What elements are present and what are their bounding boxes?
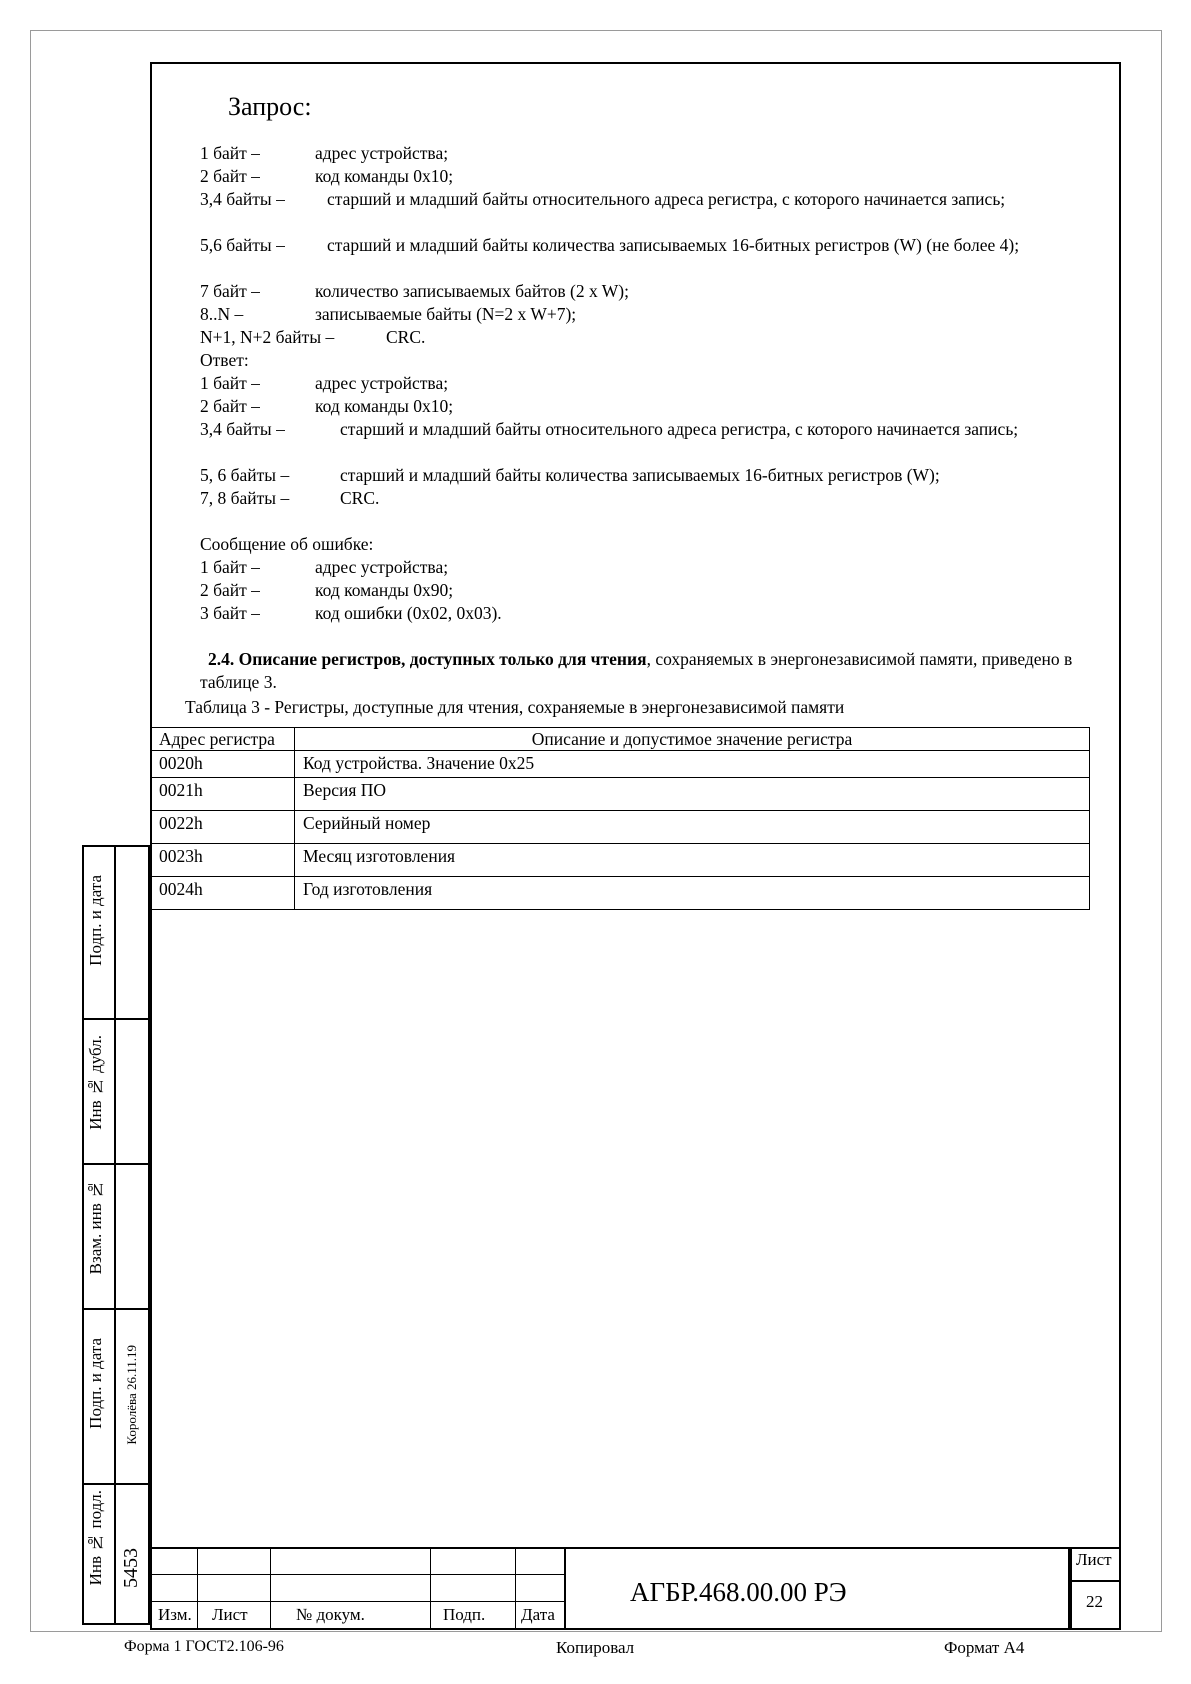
table-cell-address: 0024h xyxy=(151,877,295,910)
sheet-number: 22 xyxy=(1086,1592,1103,1611)
side-label-dup-inv: Инв № дубл. xyxy=(86,1035,105,1130)
section-2-4-heading: 2.4. Описание регистров, доступных только для чтения xyxy=(208,649,647,669)
request-text-6: записываемые байты (N=2 x W+7); xyxy=(315,304,577,324)
error-title: Сообщение об ошибке: xyxy=(200,534,374,554)
request-text-2: код команды 0x10; xyxy=(315,166,454,186)
table-cell-address: 0022h xyxy=(151,811,295,844)
request-text-3: старший и младший байты относительного адреса регистра, с которого начинается запись; xyxy=(327,189,1006,209)
response-label-3: 3,4 байты – xyxy=(200,419,285,439)
title-block-col-line xyxy=(270,1547,271,1630)
error-text-2: код команды 0x90; xyxy=(315,580,454,600)
side-label-sign-date-2: Подп. и дата xyxy=(86,1338,105,1429)
table-row xyxy=(151,844,1090,877)
signature-text: Королёва 26.11.19 xyxy=(124,1345,139,1445)
request-text-5: количество записываемых байтов (2 x W); xyxy=(315,281,629,301)
stamp-col-date: Дата xyxy=(521,1605,555,1624)
side-label-original-inv: Инв № подл. xyxy=(86,1490,105,1586)
table-row xyxy=(151,811,1090,844)
request-label-7: N+1, N+2 байты – xyxy=(200,327,335,347)
table-cell-description: Код устройства. Значение 0x25 xyxy=(295,751,1090,778)
table-cell-address: 0023h xyxy=(151,844,295,877)
table-cell-description: Серийный номер xyxy=(295,811,1090,844)
request-label-1: 1 байт – xyxy=(200,143,260,163)
title-block-col-line xyxy=(515,1547,516,1630)
request-text-4: старший и младший байты количества записываемых 16-битных регистров (W) (не более 4); xyxy=(327,235,1020,255)
request-text-7: CRC. xyxy=(386,327,426,347)
table-header-description: Описание и допустимое значение регистра xyxy=(295,728,1090,751)
response-label-4: 5, 6 байты – xyxy=(200,465,290,485)
response-text-5: CRC. xyxy=(340,488,380,508)
title-block-col-line xyxy=(197,1547,198,1630)
footer-format: Формат А4 xyxy=(944,1638,1025,1657)
table-cell-description: Версия ПО xyxy=(295,778,1090,811)
side-strip-line xyxy=(82,1483,150,1485)
sheet-label: Лист xyxy=(1076,1550,1112,1569)
table-caption: Таблица 3 - Регистры, доступные для чтения, сохраняемые в энергонезависимой памяти xyxy=(185,697,845,717)
response-label-5: 7, 8 байты – xyxy=(200,488,290,508)
title-block-row-line xyxy=(150,1574,566,1575)
request-label-6: 8..N – xyxy=(200,304,244,324)
section-2-4-paragraph xyxy=(200,648,1100,694)
stamp-col-signature: Подп. xyxy=(443,1605,486,1624)
registers-table xyxy=(150,727,1090,910)
table-cell-description: Месяц изготовления xyxy=(295,844,1090,877)
side-strip-divider xyxy=(114,845,116,1625)
table-header-address: Адрес регистра xyxy=(151,728,295,751)
title-block-row-line xyxy=(150,1601,566,1602)
stamp-col-sheet: Лист xyxy=(212,1605,248,1624)
footer-copied: Копировал xyxy=(556,1638,635,1657)
stamp-col-doc-number: № докум. xyxy=(296,1605,365,1624)
response-label-1: 1 байт – xyxy=(200,373,260,393)
table-row xyxy=(151,778,1090,811)
error-label-1: 1 байт – xyxy=(200,557,260,577)
error-text-3: код ошибки (0x02, 0x03). xyxy=(315,603,502,623)
error-text-1: адрес устройства; xyxy=(315,557,449,577)
side-strip-line xyxy=(82,1308,150,1310)
sheet-cell-divider xyxy=(1070,1580,1121,1582)
request-label-2: 2 байт – xyxy=(200,166,260,186)
request-text-1: адрес устройства; xyxy=(315,143,449,163)
inv-number: 5453 xyxy=(120,1548,142,1588)
table-header-row xyxy=(151,728,1090,751)
response-label-2: 2 байт – xyxy=(200,396,260,416)
response-title: Ответ: xyxy=(200,350,249,370)
response-text-3: старший и младший байты относительного адреса регистра, с которого начинается запись; xyxy=(340,419,1019,439)
document-code: АГБР.468.00.00 РЭ xyxy=(630,1577,847,1607)
stamp-col-change: Изм. xyxy=(158,1605,192,1624)
table-row xyxy=(151,751,1090,778)
footer-form: Форма 1 ГОСТ2.106-96 xyxy=(124,1638,284,1655)
table-cell-address: 0021h xyxy=(151,778,295,811)
section-title: Запрос: xyxy=(228,92,312,121)
error-label-2: 2 байт – xyxy=(200,580,260,600)
response-text-4: старший и младший байты количества записываемых 16-битных регистров (W); xyxy=(340,465,940,485)
error-label-3: 3 байт – xyxy=(200,603,260,623)
side-strip-line xyxy=(82,1163,150,1165)
table-cell-address: 0020h xyxy=(151,751,295,778)
side-label-sign-date-1: Подп. и дата xyxy=(86,875,105,966)
request-label-4: 5,6 байты – xyxy=(200,235,285,255)
response-text-2: код команды 0x10; xyxy=(315,396,454,416)
side-strip-line xyxy=(82,1018,150,1020)
response-text-1: адрес устройства; xyxy=(315,373,449,393)
side-label-replaced-inv: Взам. инв № xyxy=(86,1180,105,1275)
section-2-4-text: , сохраняемых в энергонезависимой памяти, приведено в таблице 3. xyxy=(200,649,1073,692)
request-label-5: 7 байт – xyxy=(200,281,260,301)
table-cell-description: Год изготовления xyxy=(295,877,1090,910)
title-block-col-line xyxy=(430,1547,431,1630)
request-label-3: 3,4 байты – xyxy=(200,189,285,209)
table-row xyxy=(151,877,1090,910)
